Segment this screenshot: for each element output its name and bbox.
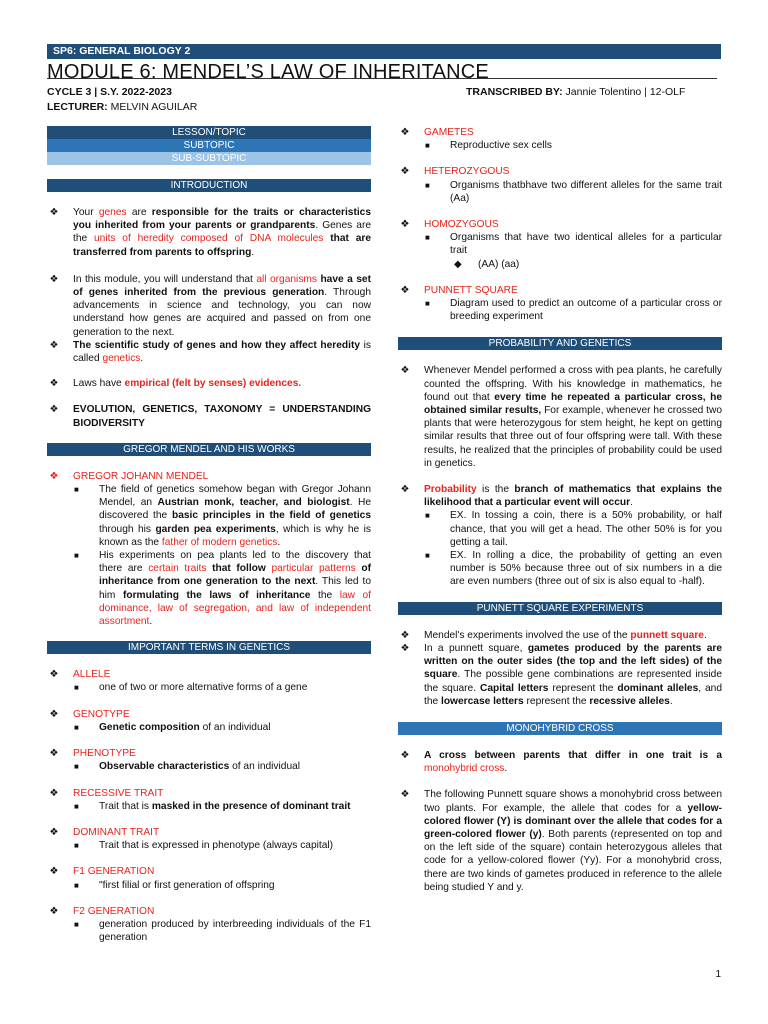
probability-paragraph-2: ❖ Probability is the branch of mathematics that explains the likelihood that a particular event will occur. [398, 483, 722, 509]
diamond-dots-icon: ❖ [49, 378, 59, 390]
lecturer-info: LECTURER: MELVIN AGUILAR [47, 101, 198, 113]
term-recessive-def: ■ Trait that is masked in the presence of dominant trait [74, 800, 351, 812]
section-mendel: GREGOR MENDEL AND HIS WORKS [47, 443, 371, 456]
term-dominant: ❖ DOMINANT TRAIT [47, 826, 371, 839]
mendel-heading: ❖ GREGOR JOHANN MENDEL [47, 470, 371, 483]
term-gametes-def: ■ Reproductive sex cells [425, 140, 552, 152]
diamond-dots-icon: ❖ [400, 365, 410, 377]
legend-subtopic: SUBTOPIC [47, 139, 371, 152]
term-homozygous: ❖ HOMOZYGOUS [398, 218, 722, 231]
term-phenotype-def: ■ Observable characteristics of an individual [74, 761, 301, 773]
term-allele-def: ■ one of two or more alternative forms of a gene [74, 682, 308, 694]
black-square-icon: ■ [74, 551, 79, 561]
right-column [398, 126, 722, 894]
term-allele: ❖ ALLELE [47, 668, 371, 681]
term-recessive: ❖ RECESSIVE TRAIT [47, 787, 371, 800]
probability-example-1: ■ EX. In tossing a coin, there is a 50% probability, or half chance, that you will get a head. The other 50% is for you getting a tail. [425, 510, 722, 548]
term-phenotype: ❖ PHENOTYPE [47, 747, 371, 760]
diamond-dots-icon: ❖ [49, 787, 59, 799]
punnett-paragraph-2: ❖ In a punnett square, gametes produced by the parents are written on the outer sides (the top and the left sides) of the square. The possible gene combinations are represented inside the square. Capital letters represent the dominant alleles, and the lowercase letters represent the recessive alleles. [398, 642, 722, 708]
black-square-icon: ■ [74, 722, 79, 732]
diamond-dots-icon: ❖ [400, 749, 410, 761]
legend-lesson: LESSON/TOPIC [47, 126, 371, 139]
intro-paragraph-3: ❖ The scientific study of genes and how they affect heredity is called genetics. [47, 339, 371, 365]
legend-subsubtopic: SUB-SUBTOPIC [47, 152, 371, 165]
black-square-icon: ■ [425, 141, 430, 151]
section-introduction: INTRODUCTION [47, 179, 371, 192]
intro-paragraph-5: ❖ EVOLUTION, GENETICS, TAXONOMY = UNDERSTANDING BIODIVERSITY [47, 403, 371, 429]
diamond-dots-icon: ❖ [49, 339, 59, 351]
black-square-icon: ■ [74, 841, 79, 851]
mendel-bullet-1: ■ The field of genetics somehow began with Gregor Johann Mendel, an Austrian monk, teacher, and biologist. He discovered the basic principles in the field of genetics through his garden pea experiments, which is why he is known as the father of modern genetics. [74, 484, 371, 548]
term-dominant-def: ■ Trait that is expressed in phenotype (always capital) [74, 840, 334, 852]
diamond-dots-icon: ❖ [49, 905, 59, 917]
diamond-dots-icon: ❖ [400, 284, 410, 296]
intro-paragraph-4: ❖ Laws have empirical (felt by senses) evidences. [47, 377, 371, 390]
diamond-dots-icon: ❖ [400, 484, 410, 496]
term-f1: ❖ F1 GENERATION [47, 865, 371, 878]
monohybrid-paragraph-2: ❖ The following Punnett square shows a monohybrid cross between two plants. For example, the allele that codes for a yellow-colored flower (Y) is dominant over the allele that codes for a green-colored flower (y). Both parents (represented on top and on the left side of the square) contain heterozygous alleles that code for a yellow-colored flower (Yy). For a monohybrid cross, there are two kinds of gametes produced in reference to the allele being studied Y and y. [398, 788, 722, 894]
section-monohybrid: MONOHYBRID CROSS [398, 722, 722, 735]
diamond-dots-icon: ❖ [400, 642, 410, 654]
diamond-dots-icon: ❖ [49, 273, 59, 285]
term-heterozygous: ❖ HETEROZYGOUS [398, 165, 722, 178]
term-homozygous-example: ◆ (AA) (aa) [454, 258, 520, 270]
black-square-icon: ■ [74, 801, 79, 811]
term-gametes: ❖ GAMETES [398, 126, 722, 139]
diamond-dots-icon: ❖ [49, 748, 59, 760]
term-f2-def: ■ generation produced by interbreeding individuals of the F1 generation [74, 918, 371, 944]
intro-paragraph-2: ❖ In this module, you will understand that all organisms have a set of genes inherited from the previous generation. Through advancements in science and technology, you can now understand how genes are acquired and passed on from one generation to the next. [47, 273, 371, 339]
mendel-bullet-2: ■ His experiments on pea plants led to the discovery that there are certain traits that follow particular patterns of inheritance from one generation to the next. This led to him formulating the laws of inheritance the law of dominance, law of segregation, and law of independent assortment. [74, 550, 372, 628]
section-terms: IMPORTANT TERMS IN GENETICS [47, 641, 371, 654]
cycle-info: CYCLE 3 | S.Y. 2022-2023 [47, 86, 172, 98]
diamond-dots-icon: ❖ [400, 219, 410, 231]
diamond-dots-icon: ❖ [400, 789, 410, 801]
diamond-dots-icon: ❖ [400, 127, 410, 138]
diamond-dots-icon: ❖ [49, 826, 59, 838]
diamond-dots-icon: ❖ [49, 470, 59, 482]
black-square-icon: ■ [74, 485, 79, 495]
black-square-icon: ■ [74, 683, 79, 693]
title-divider [47, 78, 717, 79]
black-square-icon: ■ [425, 299, 430, 309]
black-diamond-icon: ◆ [454, 258, 462, 270]
course-label: SP6: GENERAL BIOLOGY 2 [53, 45, 191, 57]
punnett-paragraph-1: ❖ Mendel's experiments involved the use of the punnett square. [398, 629, 722, 642]
diamond-dots-icon: ❖ [49, 404, 59, 416]
diamond-dots-icon: ❖ [49, 708, 59, 720]
black-square-icon: ■ [425, 551, 430, 561]
course-banner [47, 44, 721, 59]
section-probability: PROBABILITY AND GENETICS [398, 337, 722, 350]
probability-paragraph-1: ❖ Whenever Mendel performed a cross with pea plants, he carefully counted the offspring. With his knowledge in mathematics, he found out that every time he repeated a particular cross, he obtained similar results, For example, whenever he crossed two plants that were heterozygous for stem height, he kept on getting similar results that three out of four offspring were tall. With these results, he realized that the principles of probability could be used in genetics. [398, 364, 722, 470]
black-square-icon: ■ [74, 880, 79, 890]
term-f2: ❖ F2 GENERATION [47, 905, 371, 918]
left-column [47, 126, 371, 944]
page-number: 1 [715, 969, 721, 980]
black-square-icon: ■ [425, 233, 430, 243]
term-punnett-def: ■ Diagram used to predict an outcome of a particular cross or breeding experiment [425, 298, 722, 323]
term-genotype: ❖ GENOTYPE [47, 708, 371, 721]
diamond-dots-icon: ❖ [49, 669, 59, 681]
term-punnett: ❖ PUNNETT SQUARE [398, 284, 722, 297]
diamond-dots-icon: ❖ [400, 629, 410, 641]
term-genotype-def: ■ Genetic composition of an individual [74, 721, 271, 733]
intro-paragraph-1: ❖ Your genes are responsible for the traits or characteristics you inherited from your parents or grandparents. Genes are the units of heredity composed of DNA molecules that are transferred from parents to offspring. [47, 206, 371, 259]
black-square-icon: ■ [74, 919, 79, 929]
term-homozygous-def: ■ Organisms that have two identical alleles for a particular trait [425, 232, 722, 257]
term-f1-def: ■ "first filial or first generation of offspring [74, 879, 275, 891]
diamond-dots-icon: ❖ [400, 166, 410, 178]
diamond-dots-icon: ❖ [49, 207, 59, 218]
section-punnett: PUNNETT SQUARE EXPERIMENTS [398, 602, 722, 615]
module-title: MODULE 6: MENDEL’S LAW OF INHERITANCE [47, 61, 489, 83]
monohybrid-paragraph-1: ❖ A cross between parents that differ in one trait is a monohybrid cross. [398, 749, 722, 775]
probability-example-2: ■ EX. In rolling a dice, the probability of getting an even number is 50% because three out of six numbers in a die are even numbers (three out of six is also equal to -half). [425, 550, 722, 588]
diamond-dots-icon: ❖ [49, 866, 59, 878]
term-heterozygous-def: ■ Organisms thatbhave two different alleles for the same trait (Aa) [425, 179, 722, 204]
black-square-icon: ■ [425, 180, 430, 190]
black-square-icon: ■ [74, 762, 79, 772]
black-square-icon: ■ [425, 511, 430, 521]
transcriber-info: TRANSCRIBED BY: Jannie Tolentino | 12-OLF [466, 86, 686, 98]
